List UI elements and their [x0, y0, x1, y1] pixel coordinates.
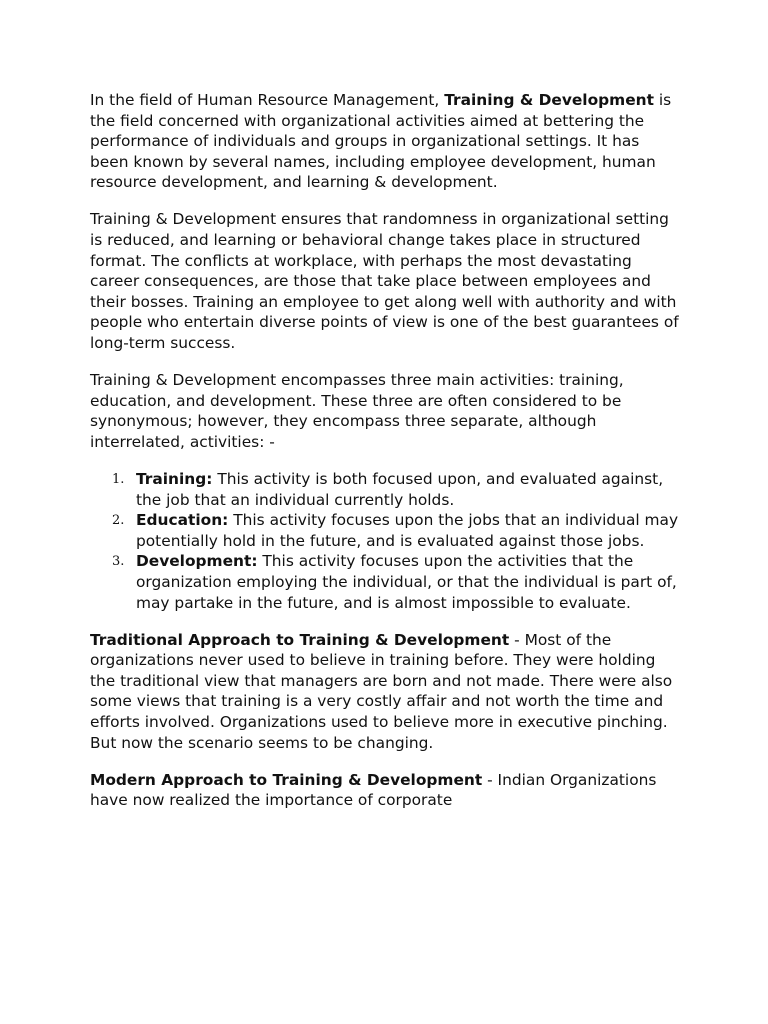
list-item-number: 2. — [112, 513, 125, 529]
document-page — [90, 90, 680, 827]
intro-text-after: is the field concerned with organizational activities aimed at bettering the performance of individuals and groups in organizational settings. It has been known by several names, including employee development, human resource development, and learning & development. — [90, 91, 672, 192]
intro-text-before: In the field of Human Resource Management, — [90, 91, 445, 109]
list-item-text: This activity focuses upon the activities that the organization employing the individual, or that the individual is part of, may partake in the future, and is almost impossible to evaluate. — [136, 552, 677, 612]
list-item — [112, 469, 680, 510]
traditional-approach-paragraph — [90, 630, 680, 754]
activities-list — [90, 469, 680, 613]
list-item-term: Development: — [136, 552, 258, 571]
traditional-approach-heading: Traditional Approach to Training & Development — [90, 630, 510, 649]
list-item-text: This activity is both focused upon, and evaluated against, the job that an individual currently holds. — [136, 470, 664, 509]
modern-approach-paragraph — [90, 770, 680, 811]
randomness-paragraph: Training & Development ensures that randomness in organizational setting is reduced, and learning or behavioral change takes place in structured format. The conflicts at workplace, with perhaps the most devastating career consequences, are those that take place between employees and their bosses. Training an employee to get along well with authority and with people who entertain diverse points of view is one of the best guarantees of long-term success. — [90, 210, 679, 353]
traditional-approach-text: - Most of the organizations never used to believe in training before. They were holding the traditional view that managers are born and not made. There were also some views that training is a very costly affair and not worth the time and efforts involved. Organizations used to believe more in executive pinching. But now the scenario seems to be changing. — [90, 630, 673, 752]
list-item-text: This activity focuses upon the jobs that an individual may potentially hold in the future, and is evaluated against those jobs. — [136, 511, 679, 550]
activities-intro-paragraph: Training & Development encompasses three main activities: training, education, and development. These three are often considered to be synonymous; however, they encompass three separate, although interrelated, activities: - — [90, 371, 624, 451]
list-item-term: Training: — [136, 470, 213, 488]
list-item-number: 1. — [112, 472, 125, 487]
list-item-term: Education: — [136, 511, 229, 530]
modern-approach-text: - Indian Organizations have now realized the importance of corporate — [90, 770, 657, 810]
list-item-number: 3. — [112, 554, 125, 570]
intro-bold-term: Training & Development — [444, 91, 654, 109]
intro-paragraph — [90, 90, 680, 193]
list-item — [112, 551, 680, 613]
list-item — [112, 510, 680, 551]
modern-approach-heading: Modern Approach to Training & Development — [90, 770, 483, 789]
